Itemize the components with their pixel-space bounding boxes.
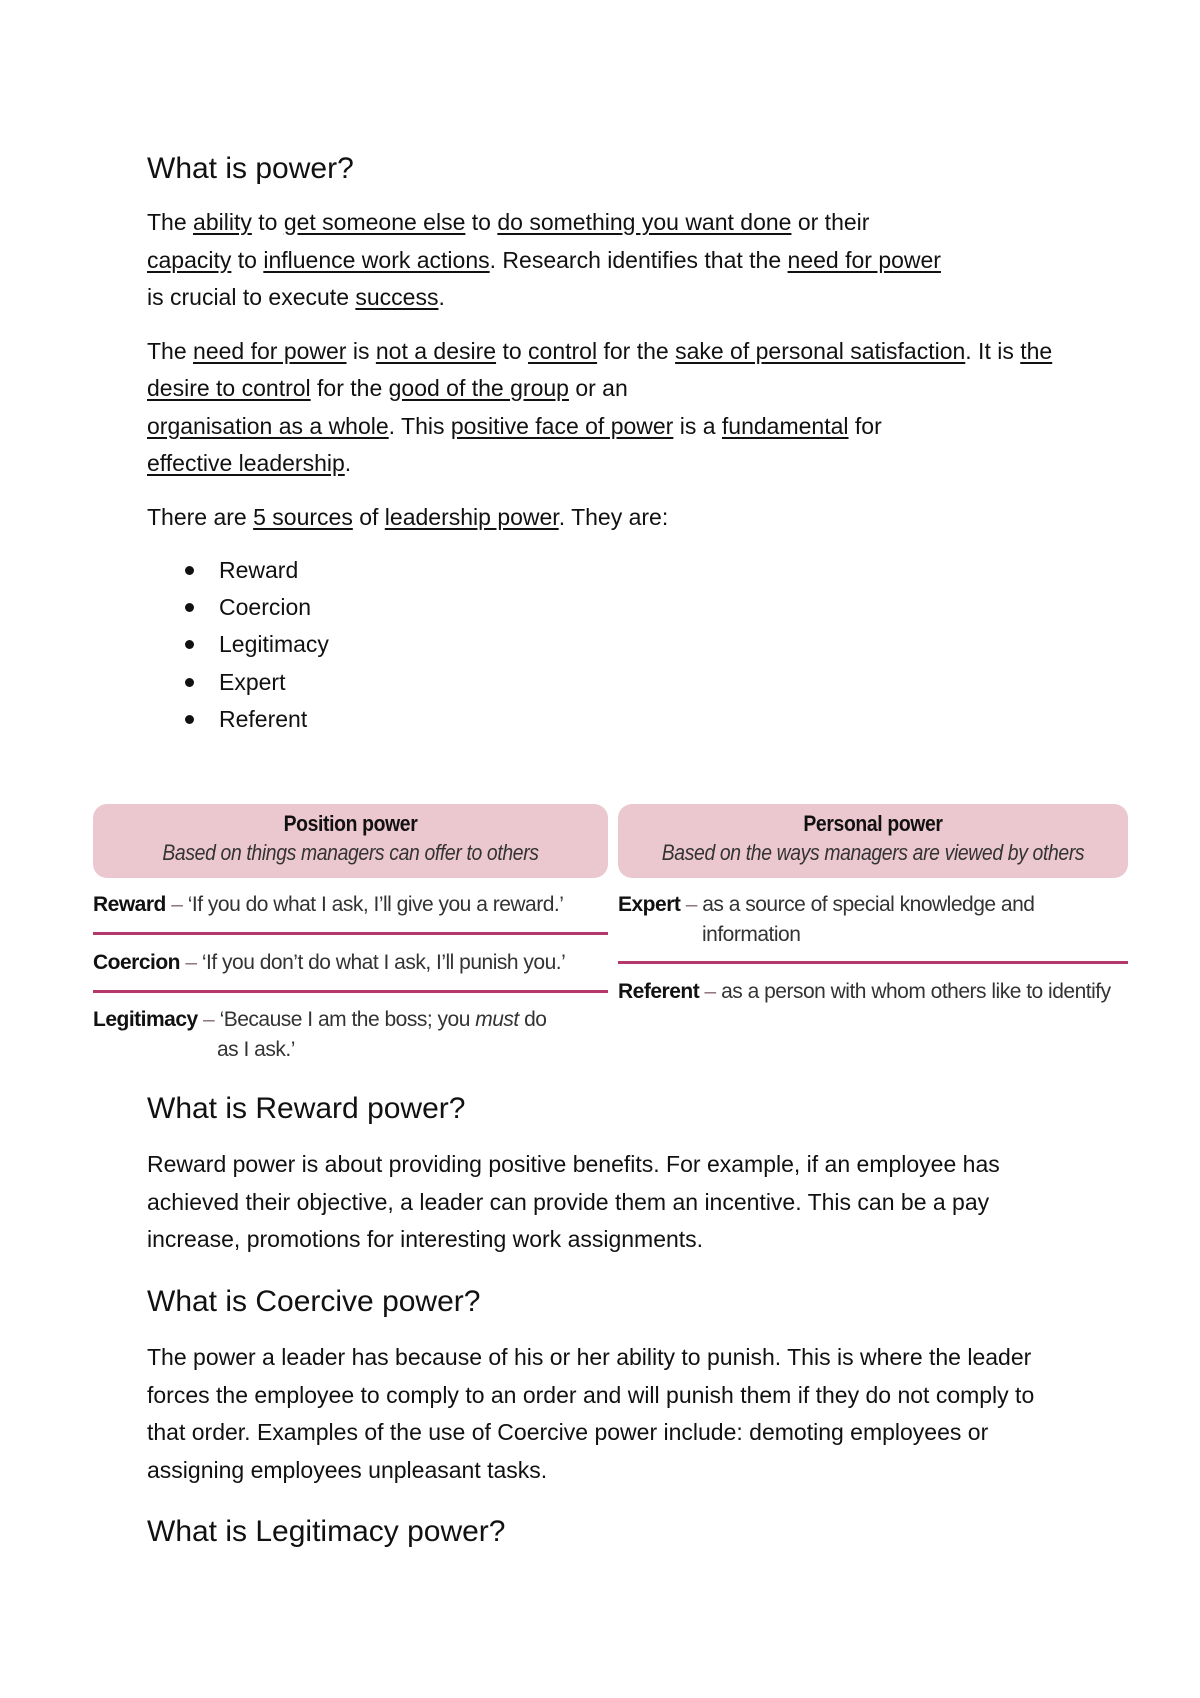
text-run: of: [352, 503, 385, 530]
list-item-label: Expert: [219, 668, 286, 695]
underlined-term: need for power: [193, 337, 347, 364]
dash: –: [680, 893, 703, 916]
dash: –: [165, 893, 188, 916]
expert-row: [618, 890, 1128, 950]
underlined-term: ability: [193, 209, 252, 235]
referent-label: Referent: [618, 980, 700, 1003]
list-item: [219, 626, 1067, 663]
paragraph-sources-intro: [147, 499, 1067, 537]
paragraph-need-for-power: [147, 333, 1067, 483]
paragraph-reward-power: Reward power is about providing positive benefits. For example, if an employee has achieved their objective, a leader can provide them an incentive. This can be a pay increase, promotions for interesting work assignments.: [147, 1151, 1000, 1252]
personal-power-column: [618, 804, 1128, 1007]
dash: –: [699, 980, 722, 1003]
coercion-label: Coercion: [93, 951, 181, 974]
text-run: or their: [791, 209, 870, 235]
divider: [618, 961, 1128, 964]
bullet-icon: [185, 678, 194, 687]
section-reward-power: [147, 1090, 1067, 1259]
underlined-term: success: [355, 284, 439, 310]
list-item: [219, 552, 1067, 589]
underlined-term: 5 sources: [253, 503, 353, 530]
section-legitimacy-power: [147, 1513, 1067, 1551]
list-item: [219, 589, 1067, 626]
list-item-label: Coercion: [219, 594, 312, 621]
position-power-column: [93, 804, 608, 1065]
legitimacy-quote: ‘Because I am the boss; you: [219, 1008, 476, 1031]
legitimacy-emphasis: must: [475, 1008, 519, 1031]
text-run: .: [438, 284, 445, 310]
dash: –: [180, 951, 202, 974]
underlined-term: leadership power: [384, 503, 559, 530]
underlined-term: influence work actions: [263, 246, 490, 273]
divider: [93, 990, 608, 993]
text-run: for the: [310, 375, 389, 401]
text-run: The: [147, 337, 194, 364]
underlined-term: not a desire: [375, 337, 497, 364]
bullet-icon: [185, 715, 194, 724]
expert-description: as a source of special knowledge and: [702, 893, 1035, 916]
reward-row: [93, 890, 608, 921]
text-run: for the: [597, 337, 676, 364]
coercion-row: [93, 948, 608, 979]
underlined-term: control: [528, 337, 598, 364]
text-run: to: [496, 337, 529, 364]
text-run: is a: [673, 412, 722, 439]
paragraph-coercive-power: The power a leader has because of his or her ability to punish. This is where the leader forces the employee to comply to an order and will punish them if they do not comply to that order. Examples of the use of Coercive power include: demoting employees or assigning employees unpleasant tasks.: [147, 1344, 1035, 1483]
list-item: [219, 701, 1067, 738]
power-sources-list: [147, 552, 1067, 738]
list-item: [219, 664, 1067, 701]
legitimacy-quote-cont: as I ask.’: [217, 1038, 295, 1061]
underlined-term: need for power: [787, 246, 941, 273]
underlined-term: do something you want done: [497, 209, 792, 235]
referent-description: as a person with whom others like to identify: [721, 980, 1111, 1003]
bullet-icon: [185, 566, 194, 575]
position-power-header: [93, 804, 608, 878]
legitimacy-quote: do: [518, 1008, 547, 1031]
reward-quote: ‘If you do what I ask, I’ll give you a reward.’: [187, 893, 564, 916]
paragraph-power-definition: [147, 204, 1067, 317]
underlined-term: good of the group: [388, 375, 569, 401]
personal-power-header: [618, 804, 1128, 878]
reward-label: Reward: [93, 893, 166, 916]
referent-row: [618, 977, 1128, 1007]
text-run: is: [346, 337, 376, 364]
list-item-label: Referent: [219, 705, 308, 732]
section-what-is-power: [147, 150, 1067, 738]
position-power-title: Position power: [283, 811, 418, 836]
text-run: or an: [568, 375, 628, 401]
coercion-quote: ‘If you don’t do what I ask, I’ll punish you.’: [201, 951, 566, 974]
section-coercive-power: [147, 1283, 1067, 1489]
list-item-label: Reward: [219, 557, 299, 583]
expert-description-cont: information: [702, 923, 801, 946]
underlined-term: sake of personal satisfaction: [675, 337, 966, 364]
underlined-term: capacity: [147, 246, 232, 273]
text-run: . It is: [965, 337, 1021, 364]
legitimacy-row: [93, 1005, 608, 1065]
underlined-term: fundamental: [721, 412, 849, 439]
text-run: .: [344, 450, 352, 476]
text-run: . Research identifies that the: [489, 246, 788, 273]
list-item-label: Legitimacy: [219, 631, 329, 658]
underlined-term: the desire to control: [147, 337, 1053, 401]
heading-legitimacy-power: What is Legitimacy power?: [147, 1515, 506, 1548]
power-types-figure: [93, 804, 1128, 1079]
text-run: to: [231, 246, 264, 273]
bullet-icon: [185, 603, 194, 612]
underlined-term: effective leadership: [147, 450, 345, 476]
text-run: for: [848, 412, 882, 439]
text-run: to: [251, 209, 284, 235]
text-run: There are: [147, 503, 254, 530]
text-run: . They are:: [558, 503, 669, 530]
underlined-term: positive face of power: [450, 412, 674, 439]
underlined-term: organisation as a whole: [147, 412, 389, 439]
position-power-subtitle: Based on things managers can offer to others: [162, 840, 539, 865]
text-run: to: [465, 209, 498, 235]
text-run: The: [147, 209, 194, 235]
dash: –: [197, 1008, 220, 1031]
legitimacy-label: Legitimacy: [93, 1008, 198, 1031]
underlined-term: get someone else: [283, 209, 466, 235]
text-run: . This: [388, 412, 451, 439]
personal-power-subtitle: Based on the ways managers are viewed by others: [661, 840, 1085, 865]
personal-power-title: Personal power: [803, 811, 943, 836]
heading-reward-power: What is Reward power?: [147, 1092, 466, 1125]
heading-coercive-power: What is Coercive power?: [147, 1285, 481, 1318]
text-run: is crucial to execute: [147, 284, 356, 310]
heading-what-is-power: What is power?: [147, 152, 354, 185]
divider: [93, 932, 608, 935]
bullet-icon: [185, 640, 194, 649]
expert-label: Expert: [618, 893, 681, 916]
